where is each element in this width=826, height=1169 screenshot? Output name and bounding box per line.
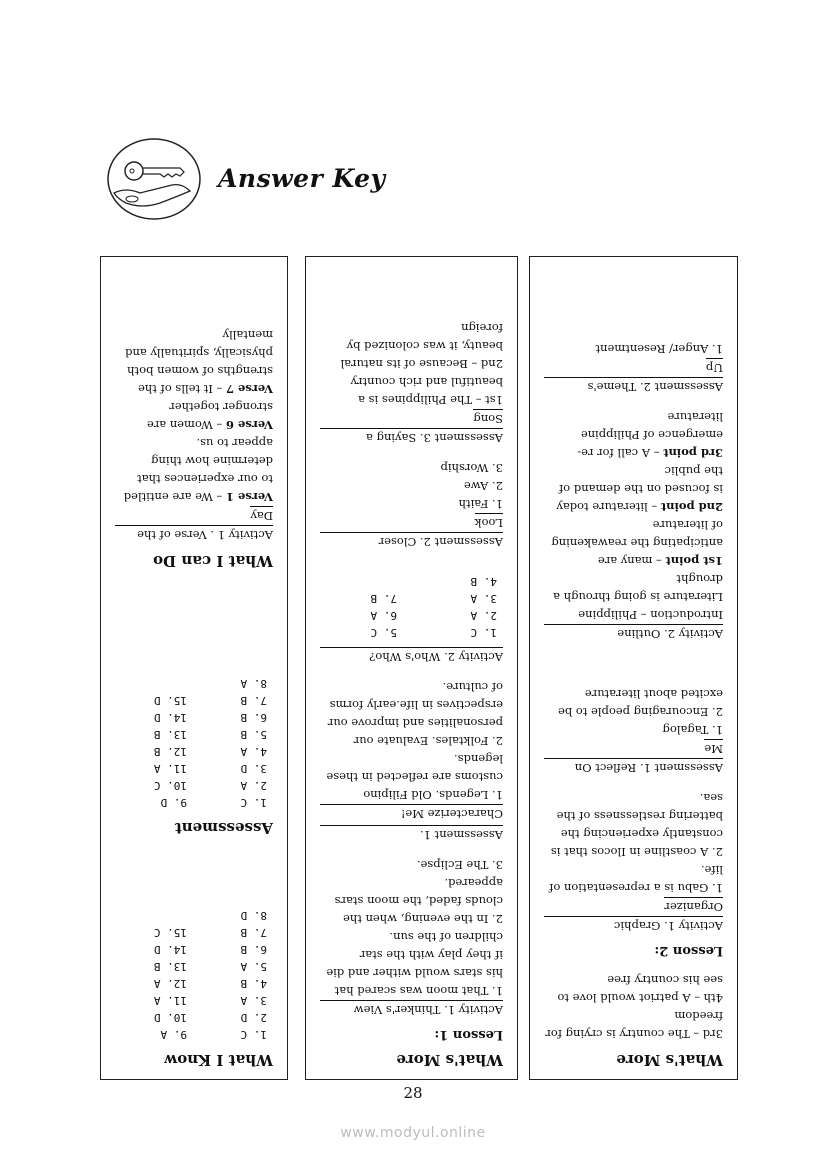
answer: 13. B [153,728,187,741]
assessment-subtitle: Look [475,513,503,532]
verse-text: – Women are stronger together [146,400,273,432]
what-i-know-answers [115,907,267,1043]
answer: 1. C [240,1028,267,1041]
point-label: 1st point [665,554,723,568]
answer: 10. C [153,779,187,792]
answer: 10. D [153,1011,187,1024]
page-number: 28 [403,1084,423,1102]
answer: 7. B [370,592,397,605]
answer-item: 1. Gabu is a representation of life. [549,863,723,895]
assessment-answers [115,675,267,811]
activity-title: Activity 2. Who's Who? [320,647,503,666]
point-text: – A call for re-emergence of Philippine literature [577,410,723,460]
answer: 8. A [240,677,267,690]
answer [127,907,187,924]
point-text: – literature today is focused on the demand of the public [556,464,723,514]
section-heading: What I Know [164,1051,273,1069]
answer-item: 1. That moon was scared hat his stars would wither and die if they play with the star children of the sun. [326,930,503,998]
activity-title: Activity 1 . Verse of the [115,525,273,544]
answer: 14. D [153,711,187,724]
answer: 8. D [240,909,267,922]
answer: 3. A [240,994,267,1007]
assessment-title: Assessment 2. Theme's [544,377,723,396]
answer: 9. A [160,1028,187,1041]
answer: 5. A [240,960,267,973]
who-is-who-answers [320,573,497,641]
answer: 13. B [153,960,187,973]
answer: 12. B [153,745,187,758]
answer-item: 2. Folktales. Evaluate our personalities and improve our erspectives in life.early forms of culture. [327,680,503,748]
verse-text: – It tells of the strengths of women both physically, spiritually and mentally [125,328,273,396]
activity-title-cont: Day [250,506,273,525]
page-title: Answer Key [218,164,386,193]
assessment-title: Assessment 3. Saying a [320,428,503,447]
answer: 2. A [240,779,267,792]
outline-intro: Introduction – Philippine Literature is going through a drought [553,572,723,622]
assessment-title: Assessment 1. Reflect On [544,758,723,777]
answer-item: 3. The Eclipse. [416,858,503,872]
verse-label: Verse 7 [225,382,273,396]
section-heading: What's More [396,1051,503,1069]
activity-title: Activity 1. Thinker's View [320,1000,503,1019]
answer: 2. D [240,1011,267,1024]
assessment-subtitle: Characterize Me! [320,804,503,823]
answer: 4. B [240,977,267,990]
answer: 3. D [240,762,267,775]
assessment-title: Assessment 2. Closer [320,532,503,551]
assessment-subtitle: Up [706,358,723,377]
answer-column-1 [100,256,288,1080]
answer-item: 2nd – Because of its natural beauty, it was colonized by foreign [340,321,503,371]
answer: 2. A [470,609,497,622]
section-heading: Assessment [174,819,273,837]
answer-item: 4th – A patriot would love to see his country free [557,973,723,1005]
answer-item: 1st – The Philippines is a beautiful and rich country [350,375,503,407]
answer: 4. B [470,575,497,588]
answer-item: 2. Awe [463,479,503,493]
lesson-label: Lesson 1: [434,1027,503,1042]
answer: 7. B [240,694,267,707]
section-heading: What I can Do [153,552,273,570]
answer: 11. A [153,994,187,1007]
activity-subtitle: Organizer [664,897,723,916]
answer: 6. B [240,711,267,724]
answer: 7. B [240,926,267,939]
answer: 1. C [470,626,497,639]
lesson-label: Lesson 2: [654,943,723,958]
answer: 9. D [160,796,187,809]
point-label: 3rd point [663,446,723,460]
answer-item: 2. A coastline in Ilocos that is constantly experiencing the battering restlessness of the sea. [550,791,723,859]
activity-title: Activity 1. Graphic [544,916,723,935]
assessment-subtitle: Song [473,409,503,428]
verse-label: Verse 6 [225,418,273,432]
answer [127,675,187,692]
answer-column-3 [529,256,738,1080]
answer-item: 1. Anger/ Resentment [595,342,723,356]
answer-item: 1. Legends. Old Filipino customs are reflected in these legends. [326,752,503,802]
assessment-title: Assessment 1. [320,825,503,844]
answer: 5. B [240,728,267,741]
answer-item: 2. In the evening, when the clouds faded, the moon stars appeared. [334,876,503,926]
answer-item: 1. Faith [458,497,503,511]
answer: 11. A [153,762,187,775]
assessment-subtitle: Me [704,739,723,758]
watermark: www.modyul.online [340,1125,486,1141]
verse-text: – We are entitled to our experiences that determine how thing appear to us. [123,436,273,504]
section-heading: What's More [616,1051,723,1069]
answer-column-2 [305,256,518,1080]
answer: 4. A [240,745,267,758]
point-text: – many are anticipating the reawakening of literature [551,518,723,568]
answer: 1. C [240,796,267,809]
answer-item: 1. Tagalog [662,723,723,737]
answer: 12. A [153,977,187,990]
answer: 14. D [153,943,187,956]
answer: 15. D [153,694,187,707]
answer: 5. C [370,626,397,639]
answer [337,573,397,590]
point-label: 2nd point [660,500,723,514]
answer: 6. A [370,609,397,622]
answer: 15. C [153,926,187,939]
answer: 6. B [240,943,267,956]
key-in-hand-icon [106,137,202,221]
answer-item: 2. Encouraging people to be excited about literature [558,687,723,719]
answer-item: 3. Worship [440,461,503,475]
verse-label: Verse 1 [225,490,273,504]
answer: 3. A [470,592,497,605]
answer-item: 3rd – The country is crying for freedom [545,1009,723,1041]
activity-title: Activity 2. Outline [544,624,723,643]
